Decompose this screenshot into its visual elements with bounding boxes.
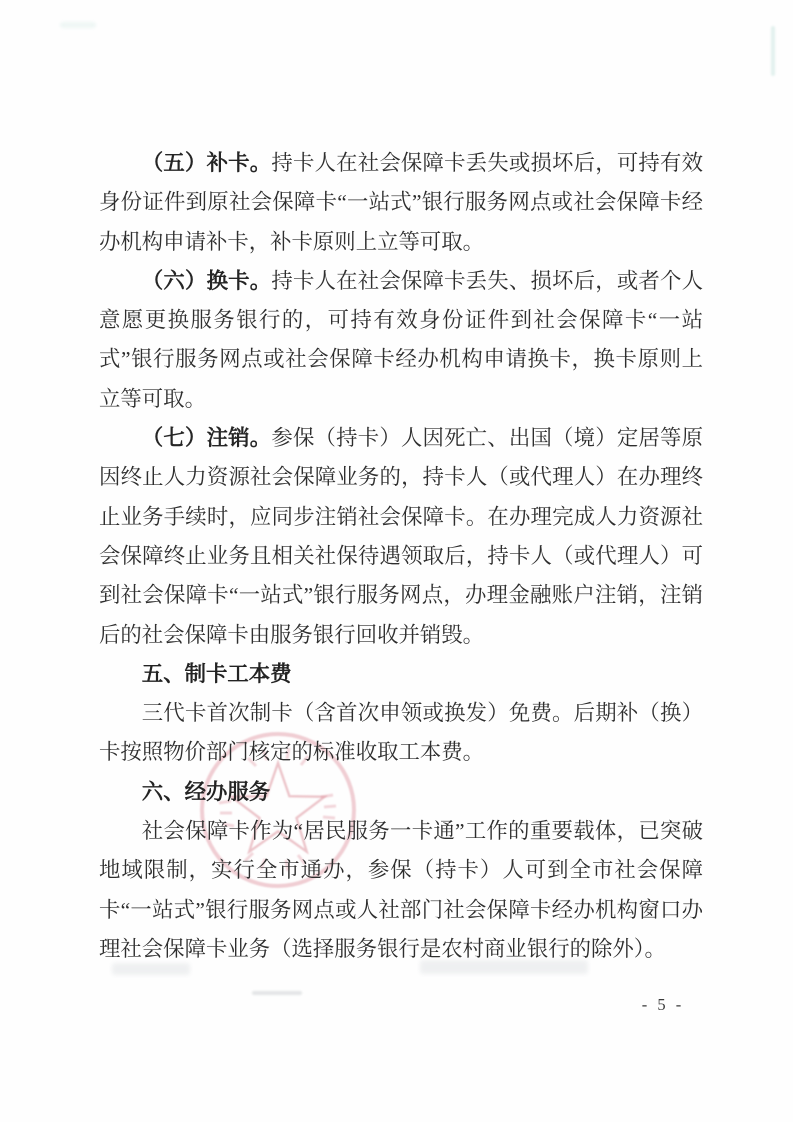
item-5-text: 持卡人在社会保障卡丢失或损坏后，可持有效身份证件到原社会保障卡“一站式”银行服务网点或社会保障卡经办机构申请补卡，补卡原则上立等可取。 [99,151,703,254]
section-heading-service: 六、经办服务 [141,779,271,804]
paragraph-service [99,812,703,969]
item-6-text: 持卡人在社会保障卡丢失、损坏后，或者个人意愿更换服务银行的，可持有效身份证件到社会保障卡“一站式”银行服务网点或社会保障卡经办机构申请换卡，换卡原则上立等可取。 [99,268,703,411]
scan-artifact [252,991,302,995]
item-7-text: 参保（持卡）人因死亡、出国（境）定居等原因终止人力资源社会保障业务的，持卡人（或代理人）在办理终止业务手续时，应同步注销社会保障卡。在办理完成人力资源社会保障终止业务且相关社保待遇领取后，持卡人（或代理人）可到社会保障卡“一站式”银行服务网点，办理金融账户注销，注销后的社会保障卡由服务银行回收并销毁。 [99,426,703,647]
item-5-label: （五）补卡。 [141,151,272,175]
paragraph-item-5-replace-card [99,144,703,262]
item-7-label: （七）注销。 [141,426,272,451]
page-number: - 5 - [641,995,685,1014]
paragraph-item-7-cancel-card [99,419,703,655]
scan-artifact [60,22,96,28]
paragraph-card-fee [99,694,703,773]
document-body [99,144,703,969]
scan-artifact [771,26,775,76]
section-heading-card-fee: 五、制卡工本费 [141,661,292,686]
section-5-text: 三代卡首次制卡（含首次申领或换发）免费。后期补（换）卡按照物价部门核定的标准收取工本费。 [99,701,703,765]
paragraph-item-6-change-card [99,262,703,419]
section-6-text: 社会保障卡作为“居民服务一卡通”工作的重要载体，已突破地域限制，实行全市通办，参保（持卡）人可到全市社会保障卡“一站式”银行服务网点或人社部门社会保障卡经办机构窗口办理社会保障卡业务（选择服务银行是农村商业银行的除外）。 [99,819,703,961]
item-6-label: （六）换卡。 [141,268,272,293]
